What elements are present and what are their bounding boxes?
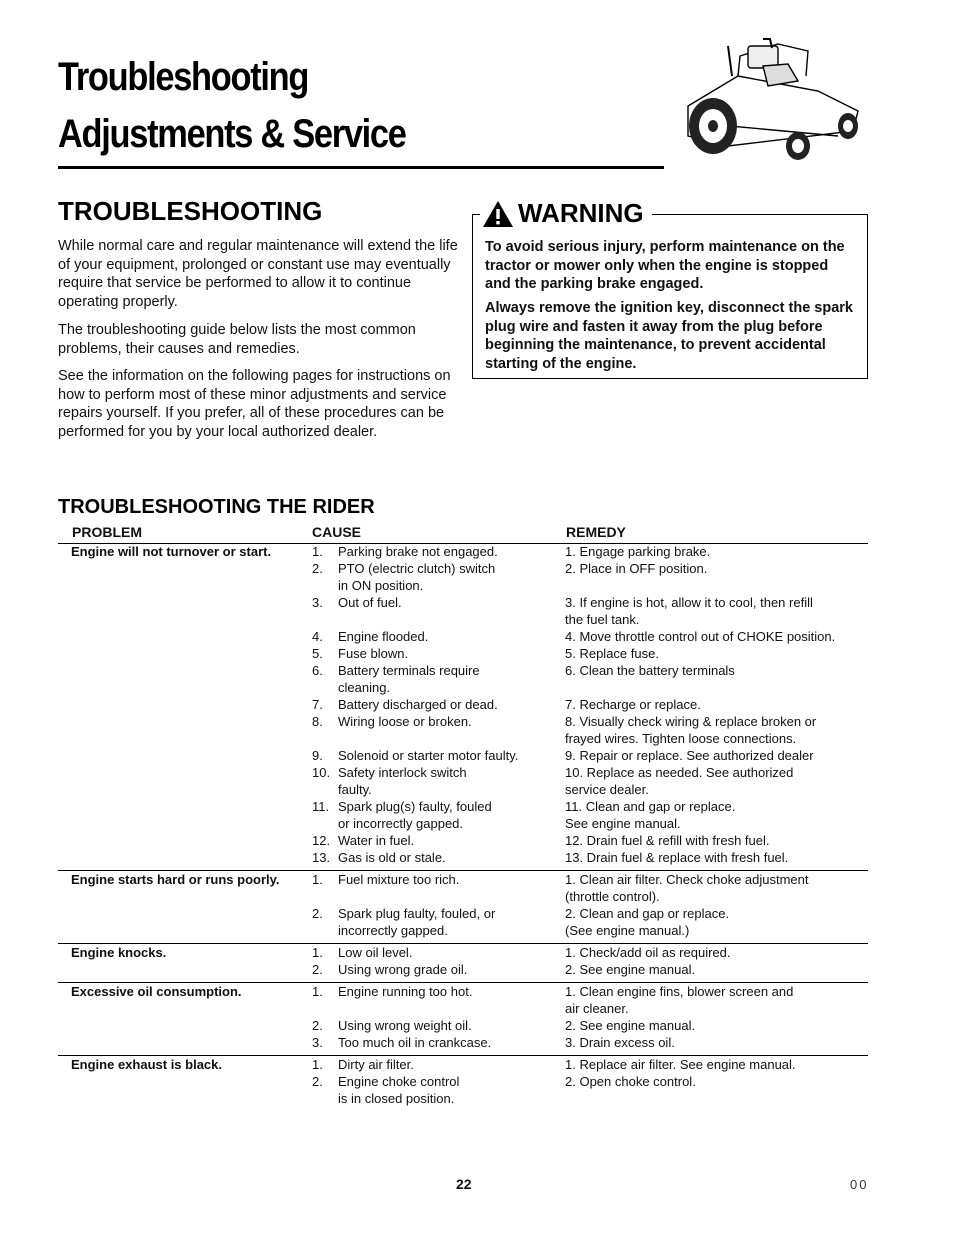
cause-text: Spark plug faulty, fouled, or incorrectly gapped. bbox=[338, 906, 496, 938]
problem-group bbox=[58, 943, 868, 982]
cause-text: Dirty air filter. bbox=[338, 1057, 414, 1072]
cause-number: 13. bbox=[312, 850, 331, 865]
table-row bbox=[312, 871, 868, 905]
remedy-text: 6. Clean the battery terminals bbox=[565, 663, 735, 678]
footer-code: 00 bbox=[850, 1177, 869, 1192]
problem-label: Engine starts hard or runs poorly. bbox=[71, 872, 280, 887]
cause-number: 7. bbox=[312, 697, 323, 712]
table-row bbox=[312, 961, 868, 978]
cause-number: 5. bbox=[312, 646, 323, 661]
cause-number: 3. bbox=[312, 595, 323, 610]
cause-text: PTO (electric clutch) switch in ON position. bbox=[338, 561, 496, 593]
cause-number: 2. bbox=[312, 962, 323, 977]
page-title-line1: Troubleshooting bbox=[58, 55, 309, 99]
cause-text: Engine choke control is in closed position. bbox=[338, 1074, 460, 1106]
remedy-text: 1. Clean air filter. Check choke adjustment (throttle control). bbox=[565, 872, 809, 904]
remedy-text: 8. Visually check wiring & replace broken or frayed wires. Tighten loose connections. bbox=[565, 714, 817, 746]
problem-label: Engine will not turnover or start. bbox=[71, 544, 272, 559]
remedy-text: 11. Clean and gap or replace. See engine manual. bbox=[565, 799, 736, 831]
cause-text: Engine running too hot. bbox=[338, 984, 473, 999]
remedy-text: 2. Place in OFF position. bbox=[565, 561, 708, 576]
section-heading-troubleshooting-rider: TROUBLESHOOTING THE RIDER bbox=[58, 496, 375, 518]
cause-text: Battery terminals require cleaning. bbox=[338, 663, 480, 695]
problem-label: Engine knocks. bbox=[71, 945, 167, 960]
remedy-text: 1. Clean engine fins, blower screen and air cleaner. bbox=[565, 984, 794, 1016]
cause-text: Fuel mixture too rich. bbox=[338, 872, 460, 887]
table-row bbox=[312, 832, 868, 849]
table-row bbox=[312, 696, 868, 713]
cause-number: 1. bbox=[312, 544, 323, 559]
intro-paragraph: The troubleshooting guide below lists the most common problems, their causes and remedies. bbox=[58, 322, 416, 357]
warning-triangle-icon bbox=[482, 200, 514, 228]
cause-text: Safety interlock switch faulty. bbox=[338, 765, 467, 797]
intro-paragraph: While normal care and regular maintenance will extend the life of your equipment, prolonged or constant use may eventually require that service be performed to allow it to continue operating properly. bbox=[58, 238, 458, 311]
table-row bbox=[312, 1017, 868, 1034]
warning-heading bbox=[480, 198, 652, 229]
remedy-text: 5. Replace fuse. bbox=[565, 646, 659, 661]
problem-label: Engine exhaust is black. bbox=[71, 1057, 222, 1072]
cause-number: 2. bbox=[312, 1018, 323, 1033]
cause-number: 9. bbox=[312, 748, 323, 763]
cause-number: 8. bbox=[312, 714, 323, 729]
cause-text: Low oil level. bbox=[338, 945, 413, 960]
cause-number: 6. bbox=[312, 663, 323, 678]
table-row bbox=[312, 543, 868, 560]
remedy-text: 4. Move throttle control out of CHOKE position. bbox=[565, 629, 836, 644]
cause-text: Engine flooded. bbox=[338, 629, 429, 644]
remedy-text: 1. Engage parking brake. bbox=[565, 544, 711, 559]
remedy-text: 1. Check/add oil as required. bbox=[565, 945, 731, 960]
table-row bbox=[312, 594, 868, 628]
cause-number: 1. bbox=[312, 945, 323, 960]
warning-text: To avoid serious injury, perform maintenance on the tractor or mower only when the engine is stopped and the parking brake engaged. bbox=[485, 239, 845, 293]
remedy-text: 9. Repair or replace. See authorized dealer bbox=[565, 748, 814, 763]
title-rule bbox=[58, 166, 664, 169]
table-row bbox=[312, 645, 868, 662]
page-title-line2: Adjustments & Service bbox=[58, 112, 406, 156]
cause-number: 1. bbox=[312, 872, 323, 887]
table-row bbox=[312, 628, 868, 645]
cause-number: 2. bbox=[312, 1074, 323, 1089]
table-row bbox=[312, 944, 868, 961]
table-row bbox=[312, 1073, 868, 1107]
remedy-text: 3. If engine is hot, allow it to cool, then refill the fuel tank. bbox=[565, 595, 813, 627]
remedy-text: 2. Clean and gap or replace. (See engine manual.) bbox=[565, 906, 730, 938]
cause-text: Using wrong weight oil. bbox=[338, 1018, 472, 1033]
cause-text: Out of fuel. bbox=[338, 595, 402, 610]
cause-text: Parking brake not engaged. bbox=[338, 544, 498, 559]
cause-text: Too much oil in crankcase. bbox=[338, 1035, 492, 1050]
remedy-text: 13. Drain fuel & replace with fresh fuel. bbox=[565, 850, 789, 865]
warning-text: Always remove the ignition key, disconnect the spark plug wire and fasten it away from the plug before beginning the maintenance, to prevent accidental starting of the engine. bbox=[485, 300, 853, 373]
problem-group bbox=[58, 543, 868, 870]
remedy-text: 2. Open choke control. bbox=[565, 1074, 696, 1089]
remedy-text: 2. See engine manual. bbox=[565, 962, 696, 977]
remedy-text: 10. Replace as needed. See authorized service dealer. bbox=[565, 765, 794, 797]
cause-text: Using wrong grade oil. bbox=[338, 962, 468, 977]
cause-number: 10. bbox=[312, 765, 331, 780]
section-heading-troubleshooting: TROUBLESHOOTING bbox=[58, 196, 323, 226]
cause-number: 4. bbox=[312, 629, 323, 644]
cause-number: 11. bbox=[312, 799, 330, 814]
cause-text: Battery discharged or dead. bbox=[338, 697, 498, 712]
problem-group bbox=[58, 870, 868, 943]
problem-group bbox=[58, 1055, 868, 1111]
cause-text: Spark plug(s) faulty, fouled or incorrectly gapped. bbox=[338, 799, 492, 831]
cause-number: 2. bbox=[312, 906, 323, 921]
table-row bbox=[312, 713, 868, 747]
warning-label: WARNING bbox=[518, 198, 644, 228]
table-row bbox=[312, 983, 868, 1017]
page-number: 22 bbox=[456, 1176, 472, 1192]
cause-text: Solenoid or starter motor faulty. bbox=[338, 748, 519, 763]
cause-text: Fuse blown. bbox=[338, 646, 409, 661]
remedy-text: 3. Drain excess oil. bbox=[565, 1035, 675, 1050]
cause-text: Wiring loose or broken. bbox=[338, 714, 472, 729]
remedy-text: 1. Replace air filter. See engine manual. bbox=[565, 1057, 796, 1072]
table-row bbox=[312, 764, 868, 798]
cause-number: 3. bbox=[312, 1035, 323, 1050]
table-row bbox=[312, 1056, 868, 1073]
zero-turn-mower-illustration bbox=[668, 36, 862, 166]
problem-group bbox=[58, 982, 868, 1055]
column-header-remedy: REMEDY bbox=[566, 524, 626, 540]
cause-text: Gas is old or stale. bbox=[338, 850, 446, 865]
table-row bbox=[312, 1034, 868, 1051]
remedy-text: 12. Drain fuel & refill with fresh fuel. bbox=[565, 833, 770, 848]
column-header-cause: CAUSE bbox=[312, 524, 362, 540]
table-row bbox=[312, 662, 868, 696]
cause-number: 2. bbox=[312, 561, 323, 576]
cause-number: 12. bbox=[312, 833, 331, 848]
cause-number: 1. bbox=[312, 1057, 323, 1072]
column-header-problem: PROBLEM bbox=[72, 524, 142, 540]
remedy-text: 7. Recharge or replace. bbox=[565, 697, 701, 712]
troubleshooting-table bbox=[58, 543, 868, 1111]
cause-text: Water in fuel. bbox=[338, 833, 415, 848]
problem-label: Excessive oil consumption. bbox=[71, 984, 242, 999]
table-row bbox=[312, 905, 868, 939]
cause-number: 1. bbox=[312, 984, 323, 999]
remedy-text: 2. See engine manual. bbox=[565, 1018, 696, 1033]
table-row bbox=[312, 560, 868, 594]
table-row bbox=[312, 798, 868, 832]
table-row bbox=[312, 747, 868, 764]
intro-paragraph: See the information on the following pages for instructions on how to perform most of these minor adjustments and service repairs yourself. If you prefer, all of these procedures can be performed for you by your local authorized dealer. bbox=[58, 368, 451, 441]
table-row bbox=[312, 849, 868, 866]
